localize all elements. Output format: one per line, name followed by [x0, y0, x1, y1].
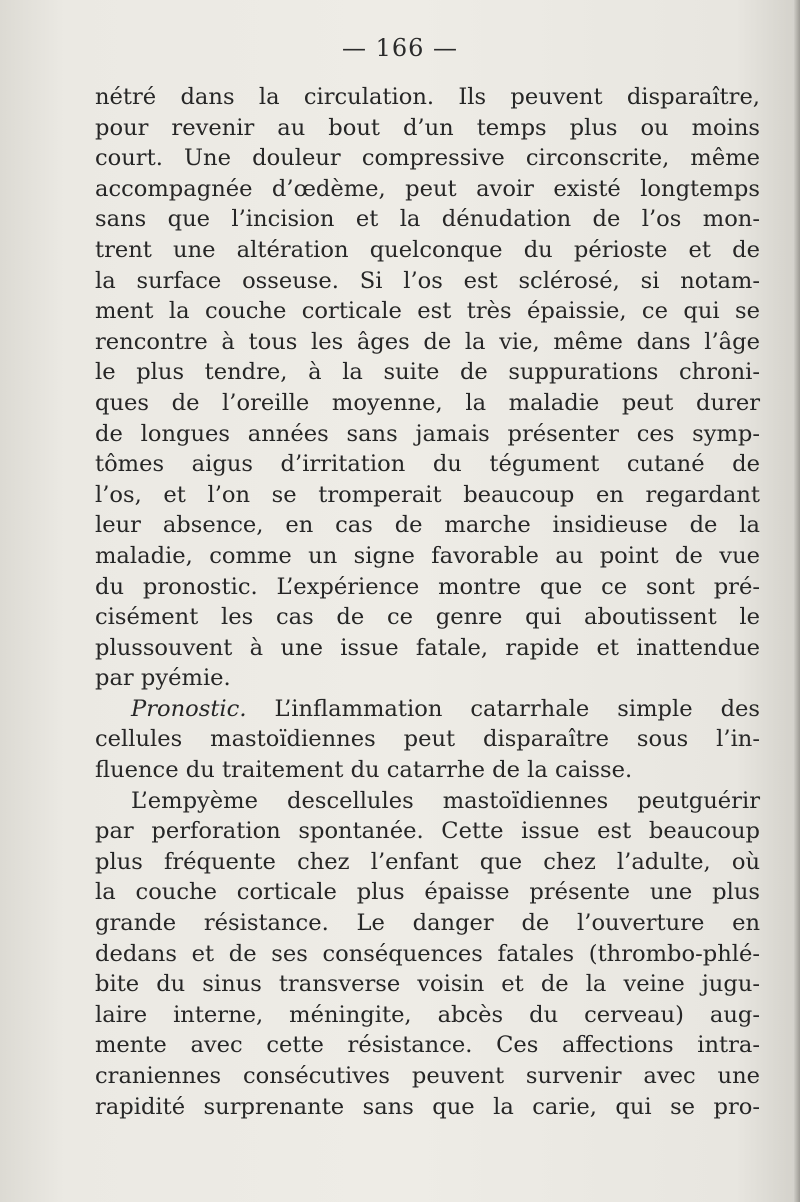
text-line	[95, 694, 760, 725]
text-line: fluence du traitement du catarrhe de la caisse.	[95, 757, 633, 784]
section-lead-pronostic: Pronostic.	[131, 695, 247, 722]
text-line: la couche corticale plus épaisse présente une plus	[95, 879, 760, 906]
text-line: ment la couche corticale est très épaissie, ce qui se	[95, 298, 760, 325]
text-line: tômes aigus d’irritation du tégument cutané de	[95, 451, 760, 478]
text-line: rencontre à tous les âges de la vie, même dans l’âge	[95, 328, 760, 355]
text-line: plussouvent à une issue fatale, rapide et inattendue	[95, 634, 760, 661]
text-line: mente avec cette résistance. Ces affections intra-	[95, 1032, 760, 1059]
text-line: du pronostic. L’expérience montre que ce sont pré-	[95, 573, 760, 600]
text-line: maladie, comme un signe favorable au point de vue	[95, 542, 760, 569]
text-line: craniennes consécutives peuvent survenir avec une	[95, 1063, 760, 1089]
text-line: cellules mastoïdiennes peut disparaître sous l’in-	[95, 726, 760, 753]
text-line: court. Une douleur compressive circonscrite, même	[95, 145, 760, 172]
text-line: bite du sinus transverse voisin et de la veine jugu-	[95, 971, 760, 998]
text-line: accompagnée d’œdème, peut avoir existé longtemps	[95, 175, 760, 202]
text-line: trent une altération quelconque du périoste et de	[95, 236, 760, 263]
page-number: — 166 —	[341, 34, 459, 62]
text-line: par pyémie.	[95, 665, 231, 692]
text-line: plus fréquente chez l’enfant que chez l’adulte, où	[95, 848, 760, 875]
text-line: laire interne, méningite, abcès du cerveau) aug-	[95, 1001, 760, 1028]
page-edge-shadow	[794, 0, 800, 1202]
text-line: L’empyème descellules mastoïdiennes peutguérir	[131, 787, 760, 814]
page-text-block	[95, 82, 760, 1122]
text-line: grande résistance. Le danger de l’ouverture en	[95, 910, 760, 937]
text-line: rapidité surprenante sans que la carie, qui se pro-	[95, 1093, 760, 1120]
text-line: pour revenir au bout d’un temps plus ou moins	[95, 114, 760, 141]
text-line: leur absence, en cas de marche insidieuse de la	[95, 512, 760, 539]
text-line: l’os, et l’on se tromperait beaucoup en regardant	[95, 481, 760, 508]
text-line: le plus tendre, à la suite de suppurations chroni-	[95, 359, 760, 386]
text-line: cisément les cas de ce genre qui aboutissent le	[95, 604, 760, 631]
text-line: nétré dans la circulation. Ils peuvent disparaître,	[95, 84, 760, 110]
text-line: de longues années sans jamais présenter ces symp-	[95, 420, 760, 447]
text-line: la surface osseuse. Si l’os est sclérosé, si notam-	[95, 267, 760, 294]
text-line: dedans et de ses conséquences fatales (thrombo-phlé-	[95, 940, 760, 967]
text-line-rest: L’inflammation catarrhale simple des	[246, 695, 760, 722]
text-line: sans que l’incision et la dénudation de l’os mon-	[95, 206, 760, 233]
text-line: par perforation spontanée. Cette issue est beaucoup	[95, 818, 760, 845]
text-line: ques de l’oreille moyenne, la maladie peut durer	[95, 389, 760, 416]
